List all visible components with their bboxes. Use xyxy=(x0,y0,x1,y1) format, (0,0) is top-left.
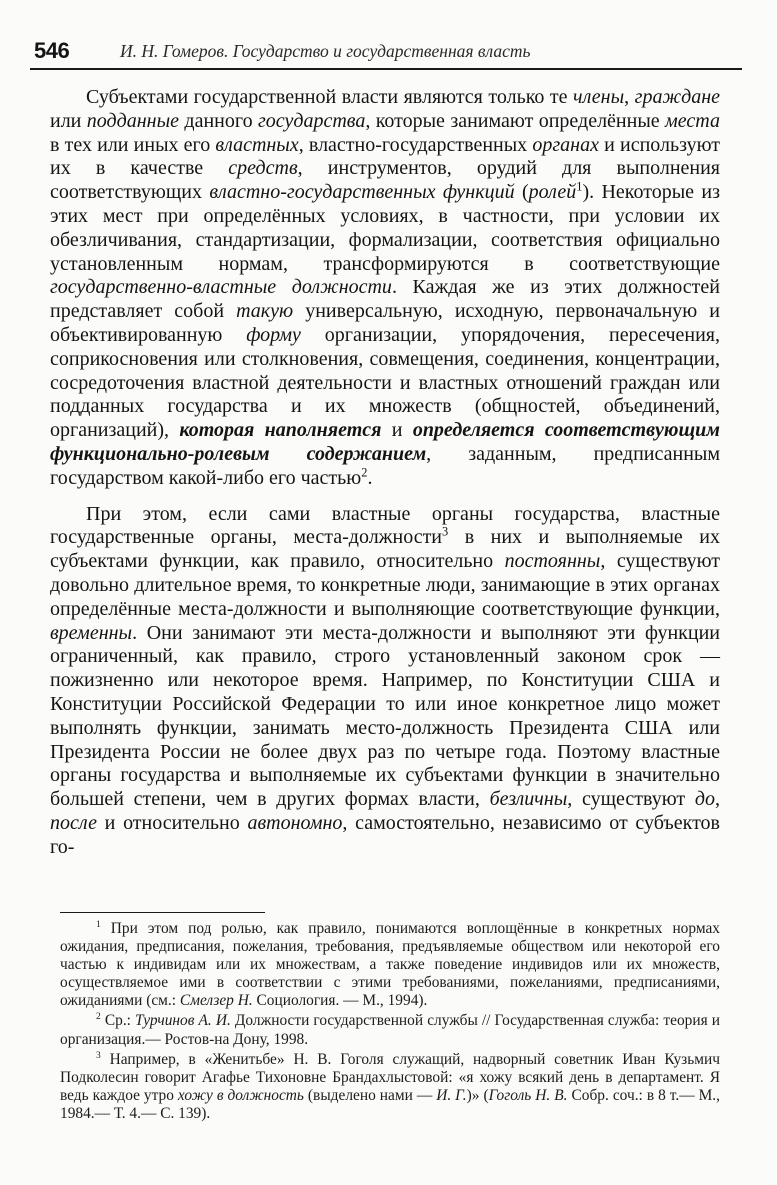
emphasis-text: властных xyxy=(215,133,299,156)
text-run: , xyxy=(715,788,720,811)
text-run: Ср.: xyxy=(100,1012,136,1030)
emphasis-text: органах xyxy=(532,133,599,156)
text-run: Собр. соч.: в 8 т.— М., 1984.— Т. 4.— С. 139). xyxy=(60,1086,720,1122)
emphasis-text: И. Г. xyxy=(436,1086,467,1104)
emphasis-text: государственно-властные должности xyxy=(50,276,392,299)
emphasis-text: подданные xyxy=(86,109,180,132)
footnote-1 xyxy=(60,920,720,1010)
text-run: ). Некоторые из этих мест при определённых условиях, в частности, при условии их обезличивания, стандартизации, формализации, соответствия официально установленным нормам, трансформируются в соответствующие xyxy=(50,181,720,275)
emphasis-text: граждане xyxy=(634,86,720,108)
emphasis-text: которая наполняется xyxy=(179,419,382,442)
text-run: При этом под ролью, как правило, понимаются воплощённые в конкретных нормах ожидания, предписания, пожелания, требования, предъявляемые обществом или некоторой его частью к индивидам или их множествам, а также поведение индивидов или их множеств, осуществляемое ими в соответствии с этими требованиями, пожеланиями, предписаниями, ожиданиями (см.: xyxy=(60,920,720,1010)
text-run: в них и выполняемые их субъектами функции, как правило, относительно xyxy=(50,526,720,573)
text-run: , xyxy=(624,86,635,108)
footnote-marker: 3 xyxy=(442,524,449,539)
text-run: , инструментов, орудий для выполнения соответствующих xyxy=(50,157,721,204)
text-run: )» ( xyxy=(466,1086,489,1104)
footnote-marker: 1 xyxy=(576,179,583,194)
emphasis-text: временны xyxy=(50,621,133,644)
text-run: Например, в «Женитьбе» Н. В. Гоголя служащий, надворный советник Иван Кузьмич Подколесин говорит Агафье Тихоновне Брандахлыстовой: «я хожу всякий день в департамент. Я ведь каждое утро xyxy=(60,1050,720,1104)
text-run: в тех или иных его xyxy=(50,133,216,156)
emphasis-text: Гоголь Н. В. xyxy=(488,1086,568,1104)
footnote-marker: 2 xyxy=(361,465,368,480)
page-header xyxy=(30,38,742,70)
text-run: , заданным, предписанным государством какой-либо его частью xyxy=(50,442,720,489)
text-run: и xyxy=(381,419,413,442)
running-title: И. Н. Гомеров. Государство и государственная власть xyxy=(120,41,531,61)
text-run: , которые занимают определённые xyxy=(365,109,666,132)
text-run: . Они занимают эти места-должности и выполняют эти функции ограниченный, как правило, строго установленный законом срок — пожизненно или некоторое время. Например, по Конституции США и Конституции Российской Федерации то или иное конкретное лицо может выполнять функции, занимать место-должность Президента США или Президента России не более двух раз по четыре года. Поэтому властные органы государства и выполняемые их субъектами функции в значительно большей степени, чем в других формах власти, xyxy=(50,621,720,811)
emphasis-text: безличны xyxy=(489,788,568,811)
footnotes xyxy=(60,920,720,1123)
footnote-marker: 3 xyxy=(96,1049,101,1061)
emphasis-text: государства xyxy=(257,109,366,132)
text-run: При этом, если сами властные органы государства, властные государственные органы, места-должности xyxy=(50,502,720,549)
emphasis-text: места xyxy=(665,109,720,132)
paragraph xyxy=(50,86,720,491)
emphasis-text: определяется соответствующим функционально-ролевым содержанием xyxy=(50,419,720,465)
footnote-divider xyxy=(60,912,265,913)
emphasis-text: до xyxy=(694,788,715,811)
emphasis-text: после xyxy=(50,811,97,834)
emphasis-text: Турчинов А. И. xyxy=(135,1012,231,1030)
footnote-marker: 1 xyxy=(96,918,101,930)
text-run: (выделено нами — xyxy=(303,1086,437,1104)
text-run: и используют их в качестве xyxy=(50,133,721,180)
emphasis-text: ролей xyxy=(528,181,577,204)
emphasis-text: автономно xyxy=(247,811,343,834)
emphasis-text: постоянны xyxy=(504,550,601,573)
text-run: и относительно xyxy=(96,811,248,834)
emphasis-text: Смелзер Н. xyxy=(179,992,253,1010)
footnote-3 xyxy=(60,1051,720,1123)
text-run: Субъектами государственной власти являются только те xyxy=(86,86,574,108)
text-run: ( xyxy=(514,181,529,204)
paragraph xyxy=(50,503,720,860)
emphasis-text: хожу в должность xyxy=(177,1086,304,1104)
text-run: . xyxy=(367,466,373,489)
footnote-2 xyxy=(60,1012,720,1048)
footnote-marker: 2 xyxy=(96,1011,101,1023)
text-run: . Каждая же из этих должностей представляет собой xyxy=(50,276,720,323)
emphasis-text: члены xyxy=(573,86,625,108)
text-run: организации, упорядочения, пересечения, соприкосновения или столкновения, совмещения, соединения, концентрации, сосредоточения властной деятельности и властных отношений граждан или подданных государства и их множеств (общностей, объединений, организаций), xyxy=(50,323,720,442)
emphasis-text: средств xyxy=(228,157,298,180)
emphasis-text: властно-государственных функций xyxy=(209,181,515,204)
text-run: данного xyxy=(179,109,258,132)
page-number: 546 xyxy=(34,38,70,63)
text-run: , существуют довольно длительное время, то конкретные люди, занимающие в этих органах определённые места-должности и выполняющие соответствующие функции, xyxy=(50,550,721,620)
text-run: Должности государственной службы // Государственная служба: теория и организация.— Ростов-на Дону, 1998. xyxy=(60,1012,720,1048)
text-run: Социология. — М., 1994). xyxy=(252,992,428,1010)
emphasis-text: такую xyxy=(236,300,294,323)
text-run: , существуют xyxy=(567,788,695,811)
text-run: или xyxy=(50,109,87,132)
text-run: универсальную, исходную, первоначальную и объективированную xyxy=(50,300,720,346)
emphasis-text: форму xyxy=(246,323,301,346)
text-run: , властно-государственных xyxy=(298,133,533,156)
text-run: , самостоятельно, независимо от субъектов го- xyxy=(50,811,720,858)
main-text xyxy=(50,86,720,860)
